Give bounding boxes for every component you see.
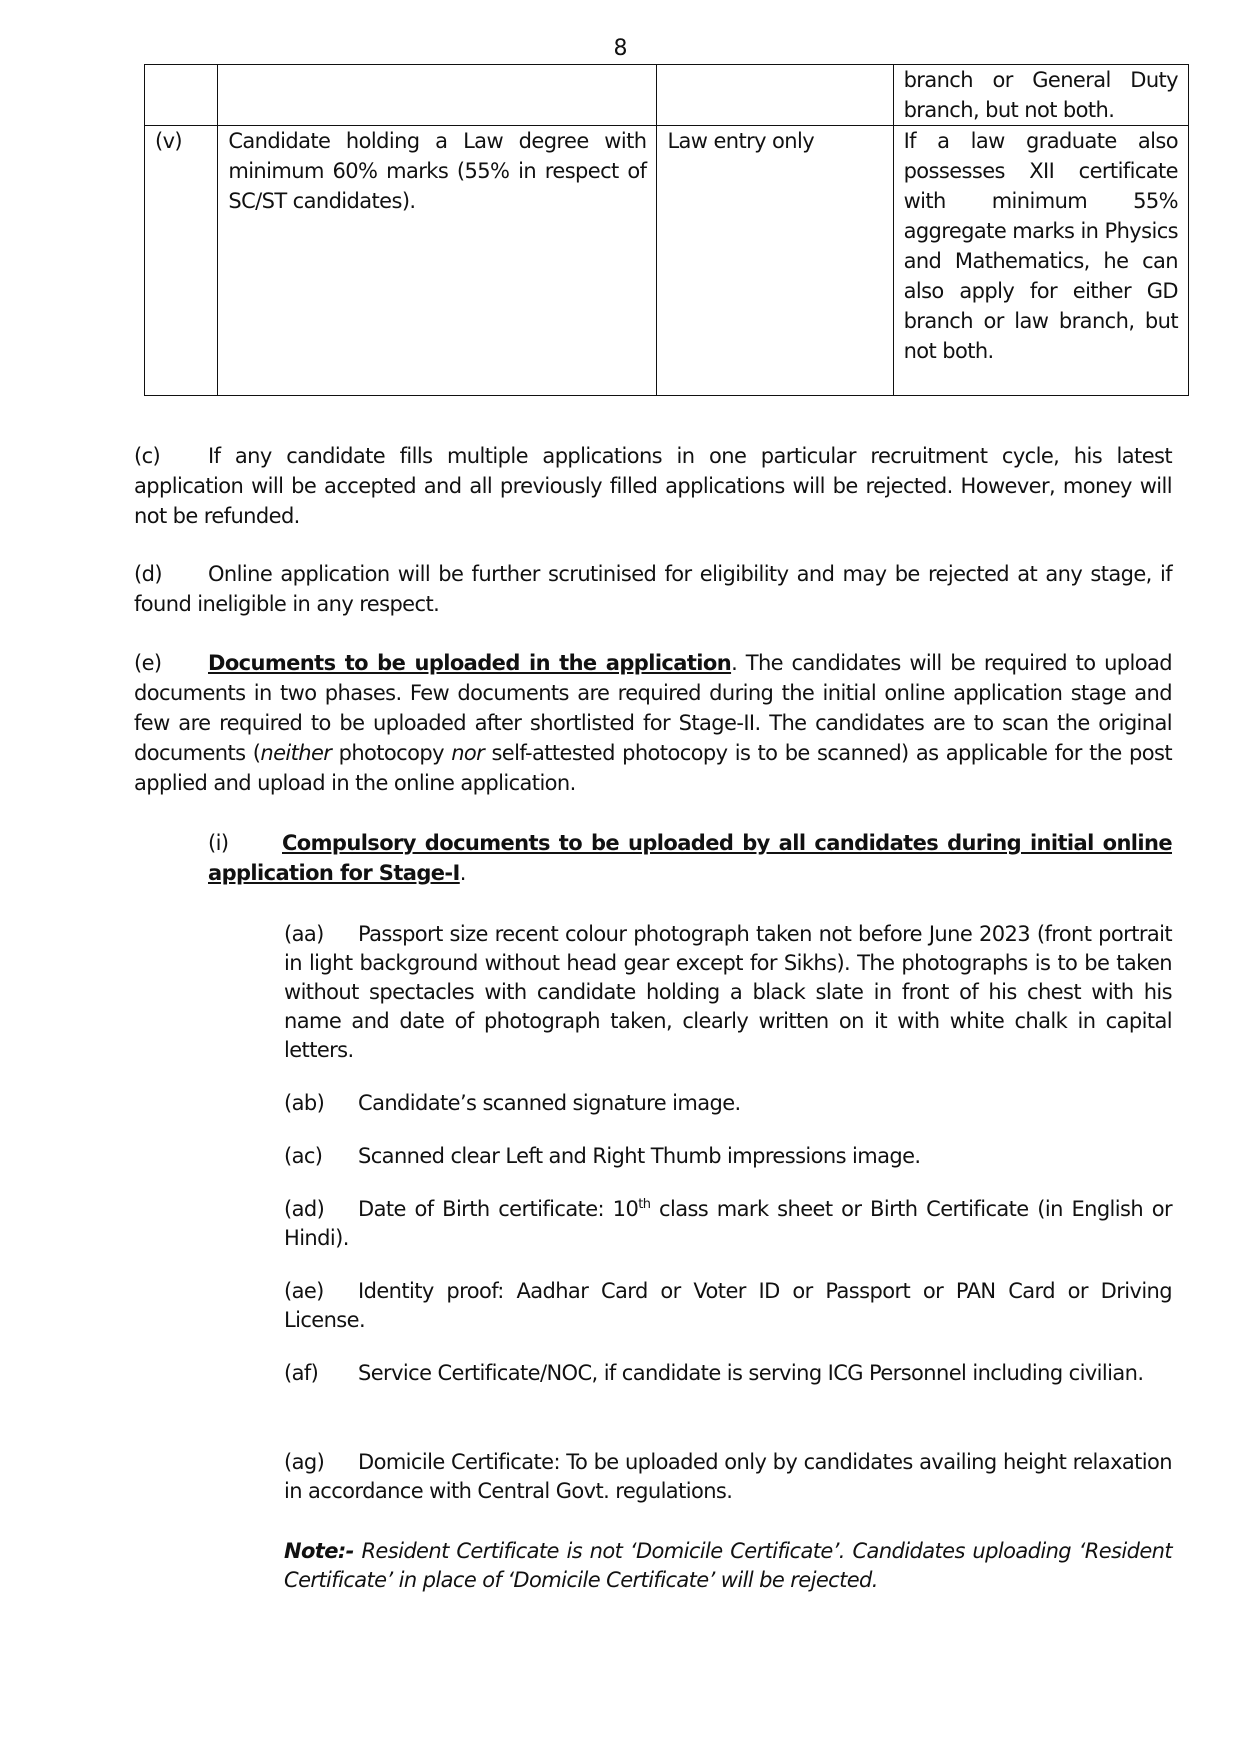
row-number-cell xyxy=(145,65,218,126)
qualification-cell: Candidate holding a Law degree with minimum 60% marks (55% in respect of SC/ST candidates). xyxy=(218,126,657,396)
item-text: Date of Birth certificate: 10 xyxy=(358,1197,639,1221)
document-item-af xyxy=(284,1359,1172,1388)
item-label: (ab) xyxy=(284,1091,325,1115)
document-item-ac xyxy=(284,1142,1172,1171)
paragraph-label: (c) xyxy=(134,444,161,468)
ordinal-suffix: th xyxy=(638,1197,651,1212)
document-item-ae xyxy=(284,1277,1172,1335)
paragraph-d xyxy=(134,559,1172,619)
page-number: 8 xyxy=(613,36,628,61)
qualification-cell xyxy=(218,65,657,126)
note-label: Note:- xyxy=(284,1539,354,1563)
note-text: Resident Certificate is not ‘Domicile Certificate’. Candidates uploading ‘Resident Certificate’ in place of ‘Domicile Certificate’ will be rejected. xyxy=(284,1539,1172,1592)
remarks-cell: branch or General Duty branch, but not both. xyxy=(893,65,1188,126)
item-label: (ad) xyxy=(284,1197,325,1221)
eligibility-table xyxy=(144,64,1189,396)
paragraph-text: If any candidate fills multiple applications in one particular recruitment cycle, his latest application will be accepted and all previously filled applications will be rejected. However, money will not be refunded. xyxy=(134,444,1172,528)
item-text: Candidate’s scanned signature image. xyxy=(358,1091,741,1115)
item-label: (ae) xyxy=(284,1279,324,1303)
item-text: Identity proof: Aadhar Card or Voter ID or Passport or PAN Card or Driving License. xyxy=(284,1279,1172,1332)
paragraph-c xyxy=(134,441,1172,531)
emphasis-text: neither xyxy=(260,741,332,765)
heading-punctuation: . xyxy=(459,861,466,885)
document-item-ab xyxy=(284,1089,1172,1118)
paragraph-text: . The candidates will be required to upload documents in two phases. Few documents are required during the initial online application stage and few are required to be uploaded after shortlisted for Stage-II. The candidates are to scan the original documents ( xyxy=(134,651,1172,765)
item-text: Scanned clear Left and Right Thumb impressions image. xyxy=(358,1144,921,1168)
row-number-cell: (v) xyxy=(145,126,218,396)
subsection-label: (i) xyxy=(208,831,229,855)
subsection-i xyxy=(208,828,1172,888)
paragraph-e xyxy=(134,648,1172,798)
document-item-ad xyxy=(284,1195,1172,1253)
item-text: Domicile Certificate: To be uploaded only by candidates availing height relaxation in accordance with Central Govt. regulations. xyxy=(284,1450,1172,1503)
item-label: (af) xyxy=(284,1361,319,1385)
item-text: class mark sheet or Birth Certificate (in English or Hindi). xyxy=(284,1197,1173,1250)
paragraph-label: (e) xyxy=(134,651,162,675)
note-block xyxy=(284,1537,1172,1595)
paragraph-text: photocopy xyxy=(331,741,452,765)
paragraph-text: self-attested photocopy is to be scanned) as applicable for the post applied and upload in the online application. xyxy=(134,741,1172,795)
paragraph-label: (d) xyxy=(134,562,162,586)
item-text: Passport size recent colour photograph taken not before June 2023 (front portrait in light background without head gear except for Sikhs). The photographs is to be taken without spectacles with candidate holding a black slate in front of his chest with his name and date of photograph taken, clearly written on it with white chalk in capital letters. xyxy=(284,922,1172,1062)
item-label: (ag) xyxy=(284,1450,325,1474)
item-label: (aa) xyxy=(284,922,324,946)
entry-cell: Law entry only xyxy=(657,126,893,396)
item-text: Service Certificate/NOC, if candidate is serving ICG Personnel including civilian. xyxy=(358,1361,1144,1385)
subsection-heading: Compulsory documents to be uploaded by all candidates during initial online application for Stage-I xyxy=(208,831,1172,885)
document-item-ag xyxy=(284,1448,1172,1506)
remarks-cell: If a law graduate also possesses XII certificate with minimum 55% aggregate marks in Physics and Mathematics, he can also apply for either GD branch or law branch, but not both. xyxy=(893,126,1188,396)
section-heading: Documents to be uploaded in the application xyxy=(208,651,732,675)
table-row xyxy=(145,126,1189,396)
table-row xyxy=(145,65,1189,126)
emphasis-text: nor xyxy=(451,741,485,765)
item-label: (ac) xyxy=(284,1144,323,1168)
paragraph-text: Online application will be further scrutinised for eligibility and may be rejected at any stage, if found ineligible in any respect. xyxy=(134,562,1172,616)
entry-cell xyxy=(657,65,893,126)
document-item-aa xyxy=(284,920,1172,1065)
